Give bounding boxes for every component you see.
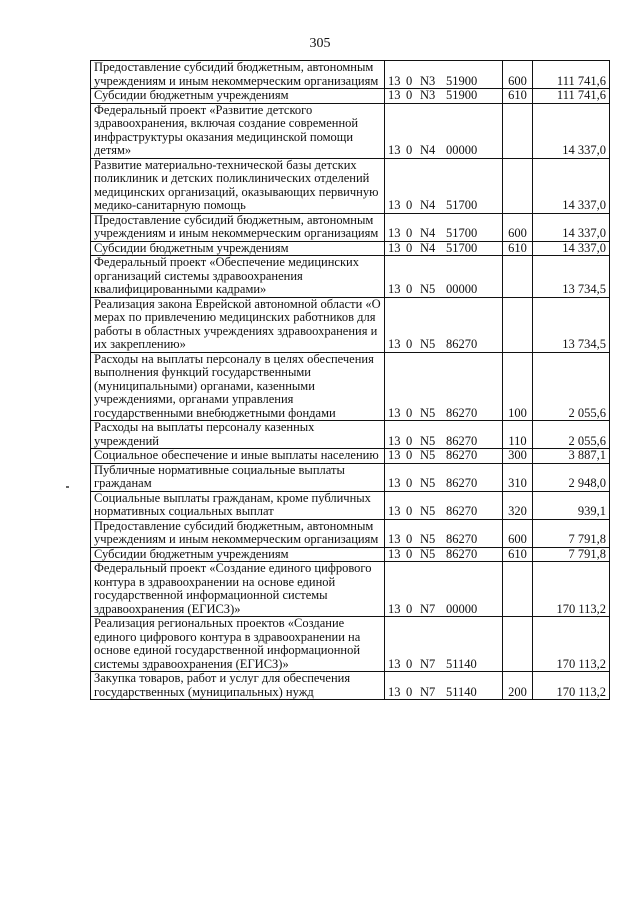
row-expense-type: 310: [503, 463, 533, 491]
code-part: 86270: [446, 504, 478, 518]
row-target-code: [385, 213, 503, 241]
code-part: 0: [406, 504, 413, 518]
row-expense-type: 110: [503, 421, 533, 449]
table-row: [91, 449, 610, 464]
row-amount: 2 055,6: [533, 352, 610, 421]
row-target-code: [385, 103, 503, 158]
code-part: 13: [388, 601, 401, 616]
code-part: 13: [388, 504, 401, 518]
row-target-code: [385, 158, 503, 213]
code-part: 0: [406, 88, 413, 102]
code-part: 00000: [446, 601, 478, 616]
table-row: [91, 241, 610, 256]
code-part: 51700: [446, 240, 478, 255]
row-expense-type: 600: [503, 213, 533, 241]
row-description: Предоставление субсидий бюджетным, автономным учреждениям и иным некоммерческим организациям: [91, 61, 385, 89]
code-part: 51900: [446, 88, 478, 102]
row-description: Федеральный проект «Развитие детского здравоохранения, включая создание современной инфраструктуры оказания медицинской помощи детям»: [91, 103, 385, 158]
code-part: 51140: [446, 684, 477, 699]
row-expense-type: 300: [503, 449, 533, 464]
budget-table-body: [91, 61, 610, 700]
row-target-code: [385, 463, 503, 491]
code-part: 0: [406, 198, 413, 212]
code-part: 13: [388, 73, 401, 88]
code-part: 0: [406, 226, 413, 240]
row-description: Социальное обеспечение и иные выплаты населению: [91, 449, 385, 464]
row-expense-type: 600: [503, 519, 533, 547]
row-amount: 170 113,2: [533, 562, 610, 617]
table-row: [91, 519, 610, 547]
row-description: Расходы на выплаты персоналу казенных учреждений: [91, 421, 385, 449]
row-expense-type: 200: [503, 672, 533, 700]
row-amount: 170 113,2: [533, 672, 610, 700]
code-part: 0: [406, 448, 413, 462]
table-row: [91, 352, 610, 421]
code-part: 13: [388, 143, 401, 157]
row-amount: 7 791,8: [533, 519, 610, 547]
code-part: 13: [388, 433, 401, 448]
row-amount: 2 948,0: [533, 463, 610, 491]
code-part: 0: [406, 240, 413, 255]
code-part: 86270: [446, 476, 478, 490]
table-row: [91, 562, 610, 617]
code-part: N3: [420, 73, 436, 88]
code-part: 0: [406, 143, 413, 157]
row-target-code: [385, 89, 503, 104]
code-part: N4: [420, 226, 436, 240]
row-description: Федеральный проект «Обеспечение медицинских организаций системы здравоохранения квалифицированными кадрами»: [91, 256, 385, 298]
row-expense-type: [503, 158, 533, 213]
row-expense-type: [503, 617, 533, 672]
row-description: Предоставление субсидий бюджетным, автономным учреждениям и иным некоммерческим организациям: [91, 519, 385, 547]
row-description: Публичные нормативные социальные выплаты гражданам: [91, 463, 385, 491]
code-part: 13: [388, 405, 401, 420]
table-row: [91, 617, 610, 672]
row-description: Субсидии бюджетным учреждениям: [91, 547, 385, 562]
row-amount: 2 055,6: [533, 421, 610, 449]
table-row: [91, 672, 610, 700]
row-amount: 111 741,6: [533, 61, 610, 89]
row-description: Расходы на выплаты персоналу в целях обеспечения выполнения функций государственными (муниципальными) органами, казенными учреждениями, органами управления государственными внебюджетными фондами: [91, 352, 385, 421]
row-description: Федеральный проект «Создание единого цифрового контура в здравоохранении на основе единой государственной информационной системы здравоохранения (ЕГИСЗ)»: [91, 562, 385, 617]
row-amount: 3 887,1: [533, 449, 610, 464]
row-description: Реализация закона Еврейской автономной области «О мерах по привлечению медицинских работников для работы в областных учреждениях здравоохранения и их закреплению»: [91, 297, 385, 352]
row-amount: 170 113,2: [533, 617, 610, 672]
table-row: [91, 547, 610, 562]
code-part: 13: [388, 198, 401, 212]
row-target-code: [385, 297, 503, 352]
table-row: [91, 158, 610, 213]
table-row: [91, 297, 610, 352]
code-part: N5: [420, 282, 436, 296]
row-target-code: [385, 241, 503, 256]
row-target-code: [385, 61, 503, 89]
code-part: 0: [406, 433, 413, 448]
code-part: N5: [420, 337, 436, 351]
table-row: [91, 213, 610, 241]
table-row: [91, 463, 610, 491]
row-expense-type: 610: [503, 241, 533, 256]
row-target-code: [385, 562, 503, 617]
row-target-code: [385, 491, 503, 519]
code-part: 86270: [446, 448, 478, 462]
code-part: N4: [420, 240, 436, 255]
row-expense-type: 100: [503, 352, 533, 421]
code-part: 0: [406, 656, 413, 671]
row-expense-type: 320: [503, 491, 533, 519]
code-part: 0: [406, 546, 413, 561]
row-target-code: [385, 256, 503, 298]
code-part: 13: [388, 546, 401, 561]
code-part: N5: [420, 433, 436, 448]
code-part: N5: [420, 405, 436, 420]
code-part: 51700: [446, 198, 478, 212]
code-part: N5: [420, 532, 436, 546]
row-expense-type: 600: [503, 61, 533, 89]
code-part: 00000: [446, 143, 478, 157]
row-description: Социальные выплаты гражданам, кроме публичных нормативных социальных выплат: [91, 491, 385, 519]
code-part: 13: [388, 532, 401, 546]
row-target-code: [385, 672, 503, 700]
row-description: Субсидии бюджетным учреждениям: [91, 89, 385, 104]
table-row: [91, 421, 610, 449]
code-part: N4: [420, 143, 436, 157]
code-part: 13: [388, 240, 401, 255]
code-part: N3: [420, 88, 436, 102]
row-target-code: [385, 352, 503, 421]
row-expense-type: [503, 256, 533, 298]
page-number: 305: [309, 36, 331, 51]
row-amount: 939,1: [533, 491, 610, 519]
code-part: 51700: [446, 226, 478, 240]
row-amount: 14 337,0: [533, 241, 610, 256]
code-part: 0: [406, 337, 413, 351]
row-description: Предоставление субсидий бюджетным, автономным учреждениям и иным некоммерческим организациям: [91, 213, 385, 241]
code-part: 13: [388, 337, 401, 351]
budget-table: [90, 60, 610, 700]
code-part: 51140: [446, 656, 477, 671]
code-part: 86270: [446, 546, 478, 561]
table-row: [91, 103, 610, 158]
row-amount: 14 337,0: [533, 158, 610, 213]
row-expense-type: [503, 103, 533, 158]
table-row: [91, 491, 610, 519]
row-amount: 13 734,5: [533, 297, 610, 352]
code-part: N5: [420, 504, 436, 518]
code-part: 0: [406, 601, 413, 616]
row-description: Развитие материально-технической базы детских поликлиник и детских поликлинических отделений медицинских организаций, оказывающих первичную медико-санитарную помощь: [91, 158, 385, 213]
code-part: 00000: [446, 282, 478, 296]
code-part: N5: [420, 546, 436, 561]
table-row: [91, 89, 610, 104]
row-target-code: [385, 519, 503, 547]
row-amount: 111 741,6: [533, 89, 610, 104]
row-amount: 14 337,0: [533, 213, 610, 241]
row-expense-type: 610: [503, 547, 533, 562]
row-expense-type: [503, 297, 533, 352]
code-part: 13: [388, 88, 401, 102]
code-part: 0: [406, 684, 413, 699]
code-part: 13: [388, 448, 401, 462]
row-target-code: [385, 449, 503, 464]
code-part: 13: [388, 476, 401, 490]
code-part: N7: [420, 601, 436, 616]
code-part: 13: [388, 684, 401, 699]
code-part: 13: [388, 656, 401, 671]
code-part: 0: [406, 405, 413, 420]
table-row: [91, 61, 610, 89]
row-expense-type: 610: [503, 89, 533, 104]
code-part: 13: [388, 282, 401, 296]
code-part: 0: [406, 476, 413, 490]
code-part: 86270: [446, 337, 478, 351]
row-target-code: [385, 617, 503, 672]
code-part: N5: [420, 448, 436, 462]
code-part: 0: [406, 73, 413, 88]
code-part: 86270: [446, 405, 478, 420]
row-target-code: [385, 547, 503, 562]
code-part: 0: [406, 282, 413, 296]
row-target-code: [385, 421, 503, 449]
scan-mark: [66, 486, 69, 488]
table-row: [91, 256, 610, 298]
code-part: N4: [420, 198, 436, 212]
row-amount: 13 734,5: [533, 256, 610, 298]
code-part: N7: [420, 656, 436, 671]
row-description: Субсидии бюджетным учреждениям: [91, 241, 385, 256]
code-part: 0: [406, 532, 413, 546]
code-part: 86270: [446, 433, 478, 448]
row-description: Закупка товаров, работ и услуг для обеспечения государственных (муниципальных) нужд: [91, 672, 385, 700]
code-part: 86270: [446, 532, 478, 546]
code-part: N7: [420, 684, 436, 699]
row-amount: 7 791,8: [533, 547, 610, 562]
code-part: N5: [420, 476, 436, 490]
row-amount: 14 337,0: [533, 103, 610, 158]
row-expense-type: [503, 562, 533, 617]
code-part: 13: [388, 226, 401, 240]
row-description: Реализация региональных проектов «Создание единого цифрового контура в здравоохранении на основе единой государственной информационной системы здравоохранения (ЕГИСЗ)»: [91, 617, 385, 672]
code-part: 51900: [446, 73, 478, 88]
